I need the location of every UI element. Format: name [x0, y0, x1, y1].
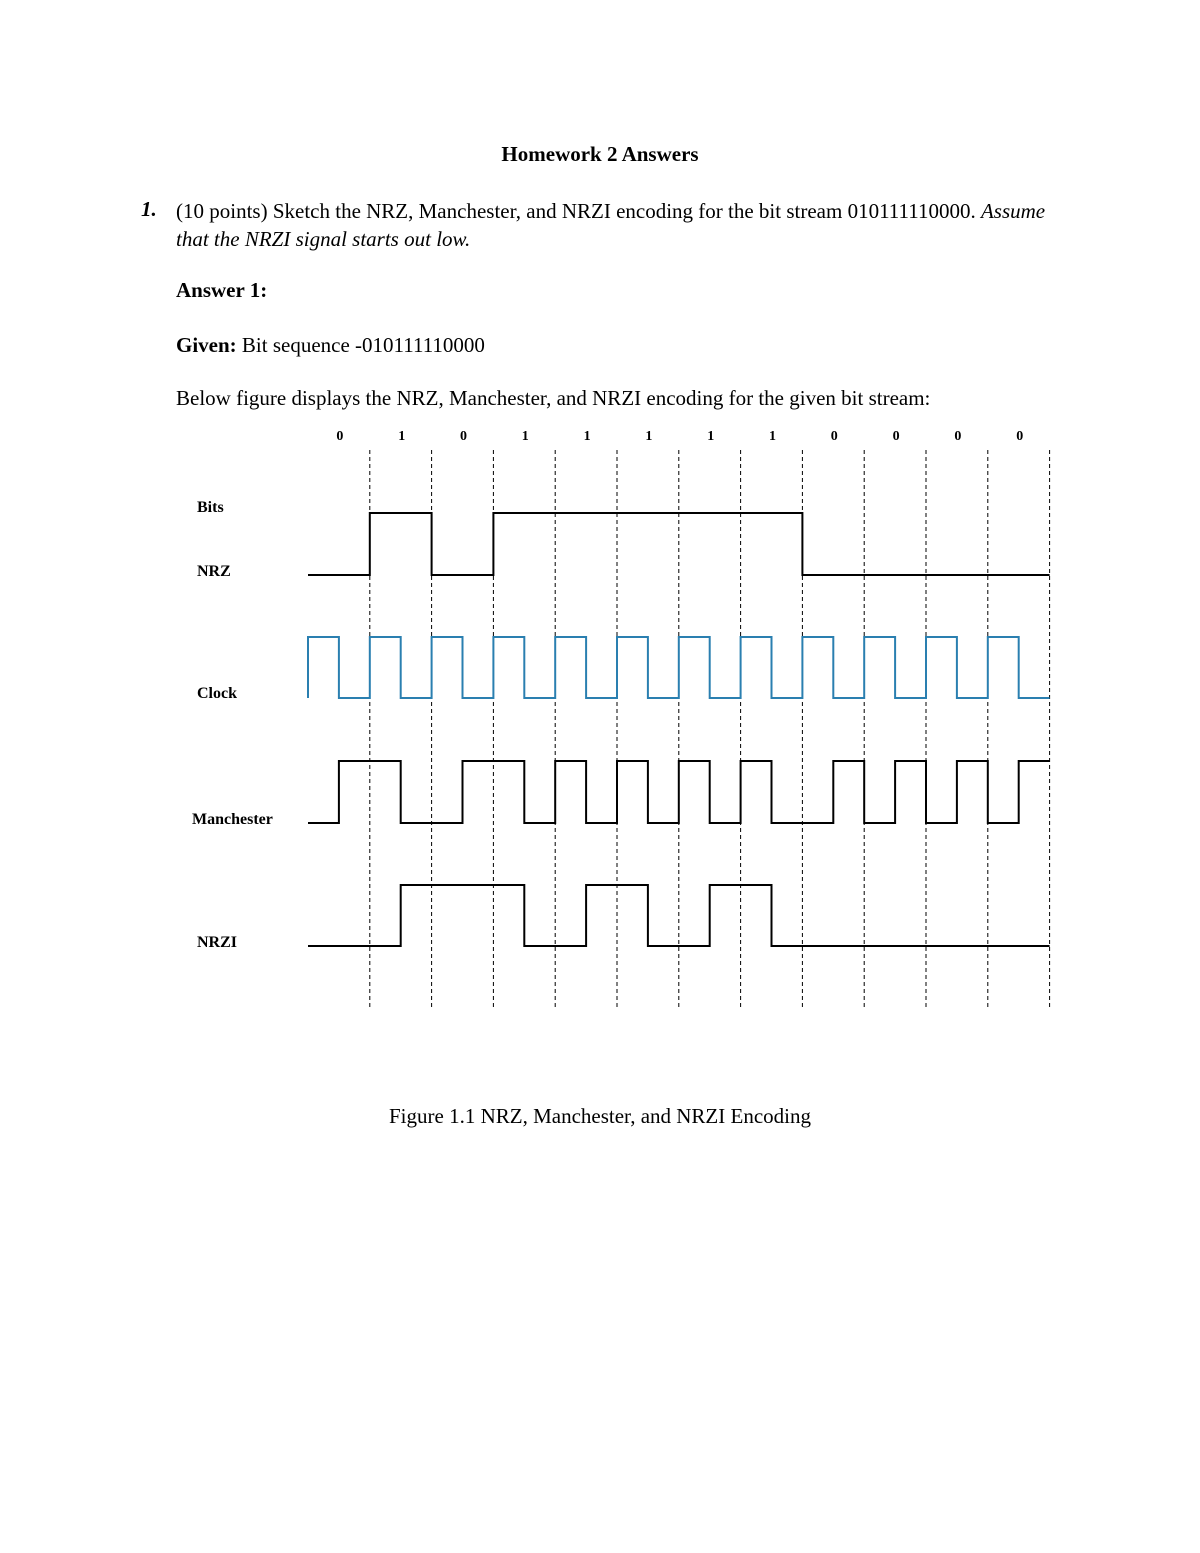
- bit-label: 1: [398, 429, 406, 444]
- question-number: 1.: [141, 197, 157, 221]
- clock-waveform: [308, 637, 1050, 698]
- row-label-manchester: Manchester: [192, 811, 273, 828]
- bit-label: 0: [336, 429, 344, 444]
- question-assumption: Assume that the NRZI signal starts out low.: [176, 199, 1046, 251]
- bit-label: 1: [583, 429, 591, 444]
- given-line: [176, 333, 485, 358]
- bit-label: 0: [1016, 429, 1024, 444]
- encoding-diagram: [180, 420, 1060, 1020]
- given-text: Bit sequence -010111110000: [241, 333, 485, 357]
- row-label-bits: Bits: [197, 499, 224, 516]
- row-label-nrz: NRZ: [197, 563, 231, 580]
- question-body: (10 points) Sketch the NRZ, Manchester, and NRZI encoding for the bit stream 010111110000.: [176, 199, 976, 223]
- bit-label: 0: [830, 429, 838, 444]
- question-text: [176, 197, 1056, 253]
- page-title: Homework 2 Answers: [501, 142, 699, 166]
- row-label-nrzi: NRZI: [197, 934, 238, 951]
- bit-label: 0: [892, 429, 900, 444]
- bit-label: 0: [460, 429, 467, 444]
- answer-label: Answer 1:: [176, 278, 268, 302]
- intro-text: Below figure displays the NRZ, Manchester, and NRZI encoding for the given bit stream:: [176, 386, 931, 410]
- given-label: Given:: [176, 333, 237, 357]
- bit-label: 1: [645, 429, 653, 444]
- bit-label: 1: [769, 429, 776, 444]
- manchester-waveform: [308, 761, 1050, 823]
- figure-caption: Figure 1.1 NRZ, Manchester, and NRZI Encoding: [389, 1104, 811, 1128]
- bit-label: 1: [521, 429, 529, 444]
- bit-label: 1: [707, 429, 715, 444]
- bit-label: 0: [954, 429, 962, 444]
- row-label-clock: Clock: [197, 685, 237, 702]
